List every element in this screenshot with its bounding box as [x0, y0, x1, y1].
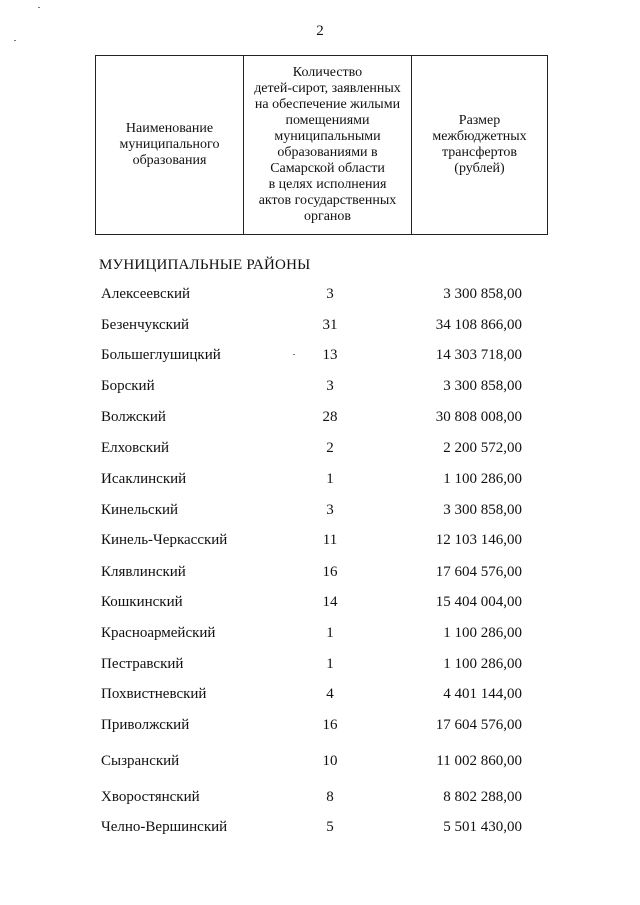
transfer-amount: 3 300 858,00: [443, 378, 522, 394]
children-count: 16: [322, 717, 338, 733]
children-count: 1: [326, 471, 334, 487]
transfer-amount: 17 604 576,00: [435, 564, 522, 580]
table-row: [0, 440, 640, 460]
table-row: [0, 564, 640, 584]
transfer-amount: 34 108 866,00: [435, 317, 522, 333]
municipality-name: Большеглушицкий: [101, 347, 221, 363]
municipality-name: Елховский: [101, 440, 170, 456]
table-row: [0, 347, 640, 367]
municipality-name: Хворостянский: [101, 789, 200, 805]
table-row: [0, 819, 640, 839]
header-municipality-label: Наименование муниципального образования: [119, 121, 220, 168]
transfer-amount: 14 303 718,00: [435, 347, 522, 363]
municipality-name: Кинель-Черкасский: [101, 532, 228, 548]
table-row: [0, 409, 640, 429]
transfer-amount: 8 802 288,00: [443, 789, 522, 805]
header-children-count-label: Количество детей-сирот, заявленных на обеспечение жилыми помещениями муниципальными образованиями в Самарской области в целях исполнения актов государственных органов: [254, 65, 401, 224]
transfer-amount: 5 501 430,00: [443, 819, 522, 835]
municipality-name: Исаклинский: [101, 471, 187, 487]
table-row: [0, 789, 640, 809]
header-transfer-amount-label: Размер межбюджетных трансфертов (рублей): [432, 113, 527, 176]
children-count: 3: [326, 502, 334, 518]
transfer-amount: 12 103 146,00: [435, 532, 522, 548]
table-row: [0, 753, 640, 773]
table-row: [0, 625, 640, 645]
municipality-name: Челно-Вершинский: [101, 819, 228, 835]
transfer-amount: 1 100 286,00: [443, 656, 522, 672]
table-header: [95, 55, 548, 235]
table-row: [0, 471, 640, 491]
transfer-amount: 1 100 286,00: [443, 625, 522, 641]
transfer-amount: 15 404 004,00: [435, 594, 522, 610]
children-count: 11: [322, 532, 338, 548]
transfer-amount: 11 002 860,00: [436, 753, 522, 769]
children-count: 16: [322, 564, 338, 580]
transfer-amount: 3 300 858,00: [443, 286, 522, 302]
children-count: 3: [326, 286, 334, 302]
municipality-name: Кошкинский: [101, 594, 183, 610]
table-row: [0, 656, 640, 676]
children-count: 1: [326, 625, 334, 641]
children-count: 3: [326, 378, 334, 394]
header-cell-municipality: [96, 56, 244, 234]
scan-mark: [293, 354, 295, 355]
municipality-name: Борский: [101, 378, 155, 394]
table-row: [0, 378, 640, 398]
table-row: [0, 594, 640, 614]
municipality-name: Приволжский: [101, 717, 190, 733]
municipality-name: Алексеевский: [101, 286, 191, 302]
municipality-name: Пестравский: [101, 656, 184, 672]
children-count: 2: [326, 440, 334, 456]
municipality-name: Безенчукский: [101, 317, 190, 333]
municipality-name: Сызранский: [101, 753, 180, 769]
scan-mark: [38, 7, 40, 8]
transfer-amount: 1 100 286,00: [443, 471, 522, 487]
children-count: 4: [326, 686, 334, 702]
header-cell-transfer-amount: [412, 56, 547, 234]
children-count: 31: [322, 317, 338, 333]
children-count: 8: [326, 789, 334, 805]
municipality-name: Клявлинский: [101, 564, 186, 580]
transfer-amount: 4 401 144,00: [443, 686, 522, 702]
children-count: 10: [322, 753, 338, 769]
transfer-amount: 2 200 572,00: [443, 440, 522, 456]
table-row: [0, 532, 640, 552]
children-count: 28: [322, 409, 338, 425]
municipality-name: Красноармейский: [101, 625, 216, 641]
children-count: 13: [322, 347, 338, 363]
table-row: [0, 502, 640, 522]
children-count: 14: [322, 594, 338, 610]
children-count: 5: [326, 819, 334, 835]
transfer-amount: 30 808 008,00: [435, 409, 522, 425]
municipality-name: Кинельский: [101, 502, 179, 518]
table-row: [0, 317, 640, 337]
municipality-name: Волжский: [101, 409, 166, 425]
table-row: [0, 686, 640, 706]
section-title: МУНИЦИПАЛЬНЫЕ РАЙОНЫ: [99, 257, 311, 273]
table-row: [0, 717, 640, 737]
page-number: 2: [316, 23, 324, 39]
scan-mark: [14, 40, 16, 41]
children-count: 1: [326, 656, 334, 672]
municipality-name: Похвистневский: [101, 686, 207, 702]
transfer-amount: 3 300 858,00: [443, 502, 522, 518]
table-row: [0, 286, 640, 306]
transfer-amount: 17 604 576,00: [435, 717, 522, 733]
header-cell-children-count: [244, 56, 412, 234]
